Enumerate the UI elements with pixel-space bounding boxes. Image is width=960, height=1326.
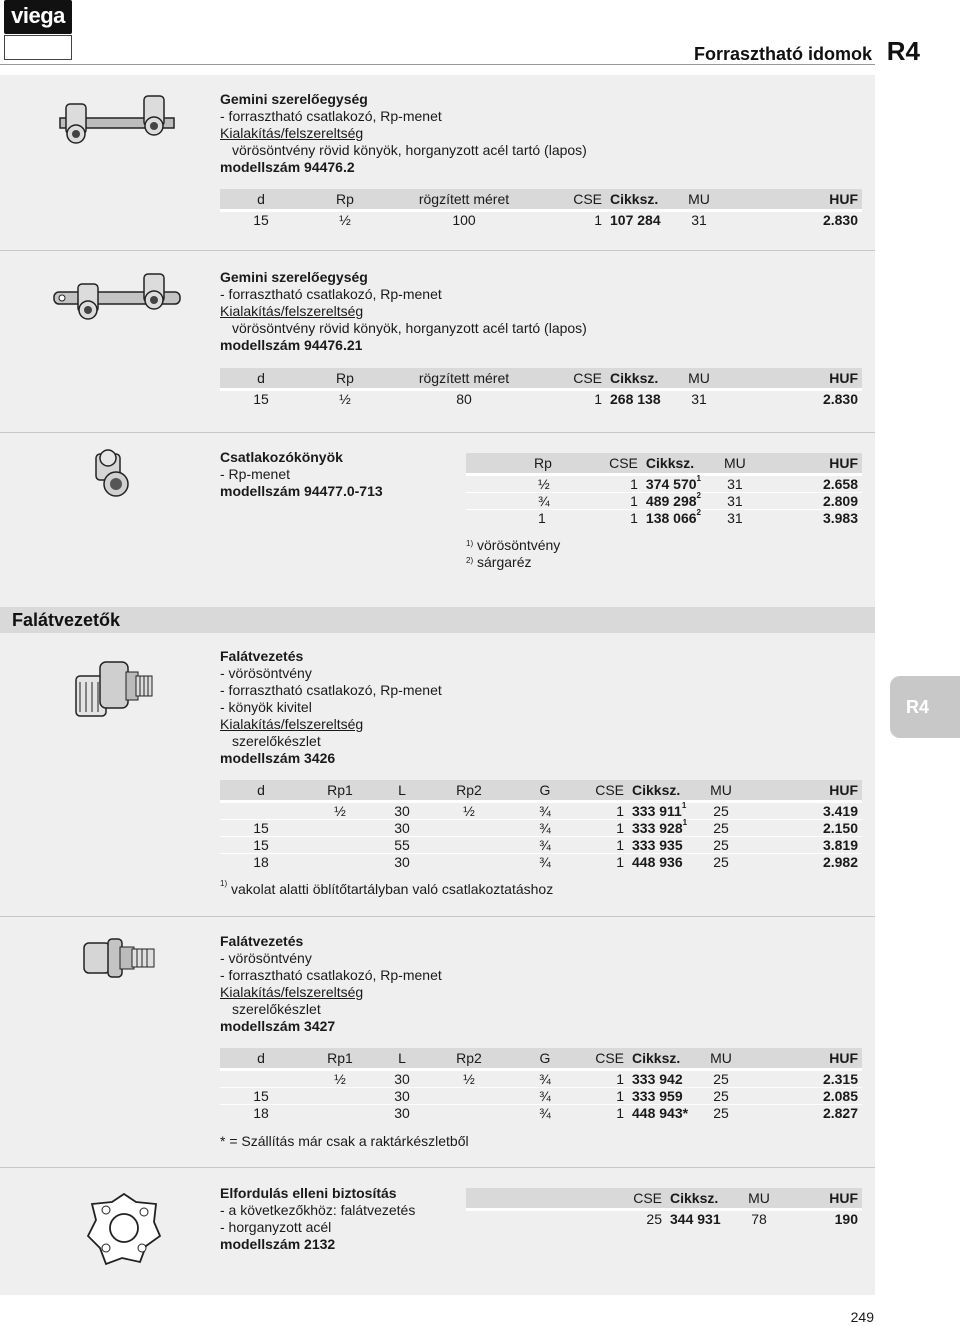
table-row (220, 1069, 862, 1087)
col-header: Cikksz. (642, 453, 718, 474)
anti-rotation-plate-illustration (84, 1188, 164, 1268)
cell: 2.809 (752, 492, 862, 509)
cell: 25 (704, 801, 738, 819)
cell: 333 $928^1$ (628, 819, 704, 836)
cell: 25 (704, 853, 738, 870)
cell (426, 853, 512, 870)
col-header: Cikksz. (628, 780, 704, 801)
cell: 138 $066^2$ (642, 509, 718, 526)
col-header: L (378, 1048, 426, 1069)
cell: 18 (220, 1104, 302, 1121)
config-line: szerelőkészlet (232, 733, 321, 749)
product-info-3 (220, 449, 383, 500)
table-row (220, 853, 862, 870)
cell: 30 (378, 801, 426, 819)
model-number: modellszám 94476.21 (220, 337, 363, 353)
model-number: modellszám 2132 (220, 1236, 336, 1252)
cell: 30 (378, 853, 426, 870)
col-header: Rp (302, 368, 388, 389)
cell: ½ (426, 801, 512, 819)
cell: 2.982 (738, 853, 862, 870)
cell: 2.827 (738, 1104, 862, 1121)
cell: 1 (466, 509, 556, 526)
cell: ½ (302, 1069, 378, 1087)
model-number: modellszám 94476.2 (220, 159, 355, 175)
cell (220, 1069, 302, 1087)
col-header: Rp2 (426, 780, 512, 801)
cell (302, 836, 378, 853)
logo-frame (4, 35, 72, 60)
product-title: Gemini szerelőegység (220, 91, 368, 107)
cell: ½ (302, 389, 388, 407)
product-feature: - forrasztható csatlakozó, Rp-menet (220, 108, 442, 124)
mounting-unit-illustration (48, 270, 188, 326)
mounting-unit-illustration (52, 92, 182, 148)
cell: 1 (578, 1087, 628, 1104)
product-table-3 (466, 453, 862, 526)
col-header: Rp1 (302, 1048, 378, 1069)
product-feature: - a következőkhöz: falátvezetés (220, 1202, 416, 1218)
table-row (466, 474, 862, 492)
col-header: Cikksz. (606, 189, 682, 210)
config-label: Kialakítás/felszereltség (220, 716, 364, 732)
cell: 1 (556, 509, 642, 526)
col-header: MU (718, 453, 752, 474)
wall-fitting-elbow-illustration (70, 652, 160, 724)
col-header: CSE (556, 453, 642, 474)
col-header: G (512, 780, 578, 801)
cell: 25 (466, 1209, 666, 1227)
cell: 15 (220, 210, 302, 228)
cell: 1 (578, 1069, 628, 1087)
cell: 2.830 (716, 210, 862, 228)
table-header (220, 189, 862, 210)
product-divider (0, 250, 875, 251)
table-row (466, 492, 862, 509)
product-feature: - könyök kivitel (220, 699, 312, 715)
cell: 1 (556, 474, 642, 492)
product-info-5 (220, 933, 442, 1035)
viega-logo: viega (4, 0, 72, 34)
cell: 30 (378, 1069, 426, 1087)
cell: 18 (220, 853, 302, 870)
cell (302, 819, 378, 836)
cell: 15 (220, 836, 302, 853)
table-header (220, 1048, 862, 1069)
cell: 78 (742, 1209, 776, 1227)
col-header: HUF (776, 1188, 862, 1209)
model-number: modellszám 94477.0-713 (220, 483, 383, 499)
col-header: CSE (578, 1048, 628, 1069)
footnotes (466, 537, 560, 571)
cell: 489 $298^2$ (642, 492, 718, 509)
cell: 2.830 (716, 389, 862, 407)
cell: 1 (578, 853, 628, 870)
cell: 30 (378, 1104, 426, 1121)
cell: ¾ (512, 1087, 578, 1104)
col-header: HUF (716, 368, 862, 389)
cell: 344 931 (666, 1209, 742, 1227)
table-row (220, 389, 862, 407)
product-feature: - forrasztható csatlakozó, Rp-menet (220, 286, 442, 302)
cell: 448 936 (628, 853, 704, 870)
cell: 333 $911^1$ (628, 801, 704, 819)
cell: ¾ (466, 492, 556, 509)
col-header: CSE (540, 368, 606, 389)
cell: 1 (540, 389, 606, 407)
col-header: MU (704, 1048, 738, 1069)
cell (302, 1104, 378, 1121)
cell: 25 (704, 819, 738, 836)
cell: 31 (718, 474, 752, 492)
cell: 25 (704, 836, 738, 853)
col-header: MU (704, 780, 738, 801)
cell: 15 (220, 819, 302, 836)
cell: 25 (704, 1087, 738, 1104)
col-header: Cikksz. (606, 368, 682, 389)
cell: ½ (302, 801, 378, 819)
cell: 333 942 (628, 1069, 704, 1087)
cell: 31 (718, 492, 752, 509)
cell: 80 (388, 389, 540, 407)
col-header: Rp1 (302, 780, 378, 801)
col-header: Cikksz. (628, 1048, 704, 1069)
table-row (220, 1104, 862, 1121)
section-header-bar (0, 607, 875, 633)
col-header: MU (742, 1188, 776, 1209)
config-line: vörösöntvény rövid könyök, horganyzott acél tartó (lapos) (232, 320, 587, 336)
cell: ¾ (512, 819, 578, 836)
cell: 190 (776, 1209, 862, 1227)
cell: 2.658 (752, 474, 862, 492)
col-header: HUF (738, 780, 862, 801)
col-header: L (378, 780, 426, 801)
cell (426, 1104, 512, 1121)
cell: ½ (302, 210, 388, 228)
cell (220, 801, 302, 819)
cell: 3.419 (738, 801, 862, 819)
footnote: $^{1)}$ vakolat alatti öblítőtartályban való csatlakoztatáshoz (220, 879, 554, 897)
table-row (466, 1209, 862, 1227)
col-header: d (220, 368, 302, 389)
cell: 1 (556, 492, 642, 509)
cell: 333 935 (628, 836, 704, 853)
cell: ¾ (512, 801, 578, 819)
cell: 1 (578, 836, 628, 853)
col-header: MU (682, 368, 716, 389)
product-table-6 (466, 1188, 862, 1227)
cell: 25 (704, 1104, 738, 1121)
product-feature: - forrasztható csatlakozó, Rp-menet (220, 967, 442, 983)
product-feature: - forrasztható csatlakozó, Rp-menet (220, 682, 442, 698)
product-divider (0, 1167, 875, 1168)
cell: 268 138 (606, 389, 682, 407)
col-header: HUF (738, 1048, 862, 1069)
product-divider (0, 916, 875, 917)
table-row (220, 819, 862, 836)
cell (426, 1087, 512, 1104)
cell (302, 1087, 378, 1104)
product-info-2 (220, 269, 587, 354)
col-header: CSE (578, 780, 628, 801)
config-line: vörösöntvény rövid könyök, horganyzott acél tartó (lapos) (232, 142, 587, 158)
col-header: CSE (466, 1188, 666, 1209)
cell: ¾ (512, 853, 578, 870)
table-header (466, 1188, 862, 1209)
config-line: szerelőkészlet (232, 1001, 321, 1017)
col-header: G (512, 1048, 578, 1069)
product-info-6 (220, 1185, 415, 1253)
config-label: Kialakítás/felszereltség (220, 303, 364, 319)
col-header: Rp2 (426, 1048, 512, 1069)
chapter-side-tab: R4 (890, 676, 960, 738)
cell: 31 (682, 389, 716, 407)
cell (426, 836, 512, 853)
col-header: d (220, 189, 302, 210)
product-table-4 (220, 780, 862, 870)
elbow-connector-illustration (90, 448, 136, 500)
config-label: Kialakítás/felszereltség (220, 125, 364, 141)
cell (302, 853, 378, 870)
product-title: Csatlakozókönyök (220, 449, 343, 465)
header-divider (0, 64, 875, 65)
cell: 31 (718, 509, 752, 526)
product-feature: - Rp-menet (220, 466, 291, 482)
cell: 31 (682, 210, 716, 228)
col-header: MU (682, 189, 716, 210)
cell: 1 (540, 210, 606, 228)
table-row (220, 1087, 862, 1104)
model-number: modellszám 3426 (220, 750, 336, 766)
page-title: Forrasztható idomok (693, 44, 872, 64)
cell: 1 (578, 819, 628, 836)
product-feature: - vörösöntvény (220, 665, 312, 681)
table-header (466, 453, 862, 474)
product-table-5 (220, 1048, 862, 1121)
product-title: Gemini szerelőegység (220, 269, 368, 285)
config-label: Kialakítás/felszereltség (220, 984, 364, 1000)
cell: ½ (466, 474, 556, 492)
page-number: 249 (850, 1309, 874, 1325)
product-table-1 (220, 189, 862, 228)
col-header: HUF (752, 453, 862, 474)
col-header: CSE (540, 189, 606, 210)
cell: 3.819 (738, 836, 862, 853)
col-header: Cikksz. (666, 1188, 742, 1209)
cell: 55 (378, 836, 426, 853)
availability-note: * = Szállítás már csak a raktárkészletből (220, 1133, 469, 1149)
cell: 1 (578, 801, 628, 819)
col-header: Rp (302, 189, 388, 210)
cell: 1 (578, 1104, 628, 1121)
cell: ¾ (512, 836, 578, 853)
cell (426, 819, 512, 836)
product-title: Elfordulás elleni biztosítás (220, 1185, 397, 1201)
cell: 30 (378, 1087, 426, 1104)
product-table-2 (220, 368, 862, 407)
product-divider (0, 432, 875, 433)
cell: 15 (220, 389, 302, 407)
cell: ½ (426, 1069, 512, 1087)
cell: ¾ (512, 1069, 578, 1087)
cell: 374 $570^1$ (642, 474, 718, 492)
table-row (220, 801, 862, 819)
table-header (220, 780, 862, 801)
product-info-4 (220, 648, 442, 767)
product-feature: - horganyzott acél (220, 1219, 332, 1235)
wall-fitting-straight-illustration (80, 935, 160, 981)
table-row (220, 210, 862, 228)
col-header: HUF (716, 189, 862, 210)
col-header: d (220, 1048, 302, 1069)
footnote: $^{2)}$ sárgaréz (466, 554, 532, 570)
col-header: rögzített méret (388, 368, 540, 389)
product-title: Falátvezetés (220, 648, 304, 664)
col-header: Rp (466, 453, 556, 474)
cell: 2.150 (738, 819, 862, 836)
cell: ¾ (512, 1104, 578, 1121)
table-row (466, 509, 862, 526)
cell: 107 284 (606, 210, 682, 228)
chapter-code: R4 (886, 36, 920, 66)
model-number: modellszám 3427 (220, 1018, 336, 1034)
cell: 2.085 (738, 1087, 862, 1104)
cell: 448 943* (628, 1104, 704, 1121)
cell: 15 (220, 1087, 302, 1104)
col-header: d (220, 780, 302, 801)
table-header (220, 368, 862, 389)
cell: 3.983 (752, 509, 862, 526)
section-title: Falátvezetők (12, 610, 121, 630)
col-header: rögzített méret (388, 189, 540, 210)
product-title: Falátvezetés (220, 933, 304, 949)
cell: 100 (388, 210, 540, 228)
cell: 30 (378, 819, 426, 836)
cell: 2.315 (738, 1069, 862, 1087)
cell: 333 959 (628, 1087, 704, 1104)
product-feature: - vörösöntvény (220, 950, 312, 966)
product-info-1 (220, 91, 587, 176)
footnote: $^{1)}$ vörösöntvény (466, 537, 561, 553)
cell: 25 (704, 1069, 738, 1087)
table-row (220, 836, 862, 853)
